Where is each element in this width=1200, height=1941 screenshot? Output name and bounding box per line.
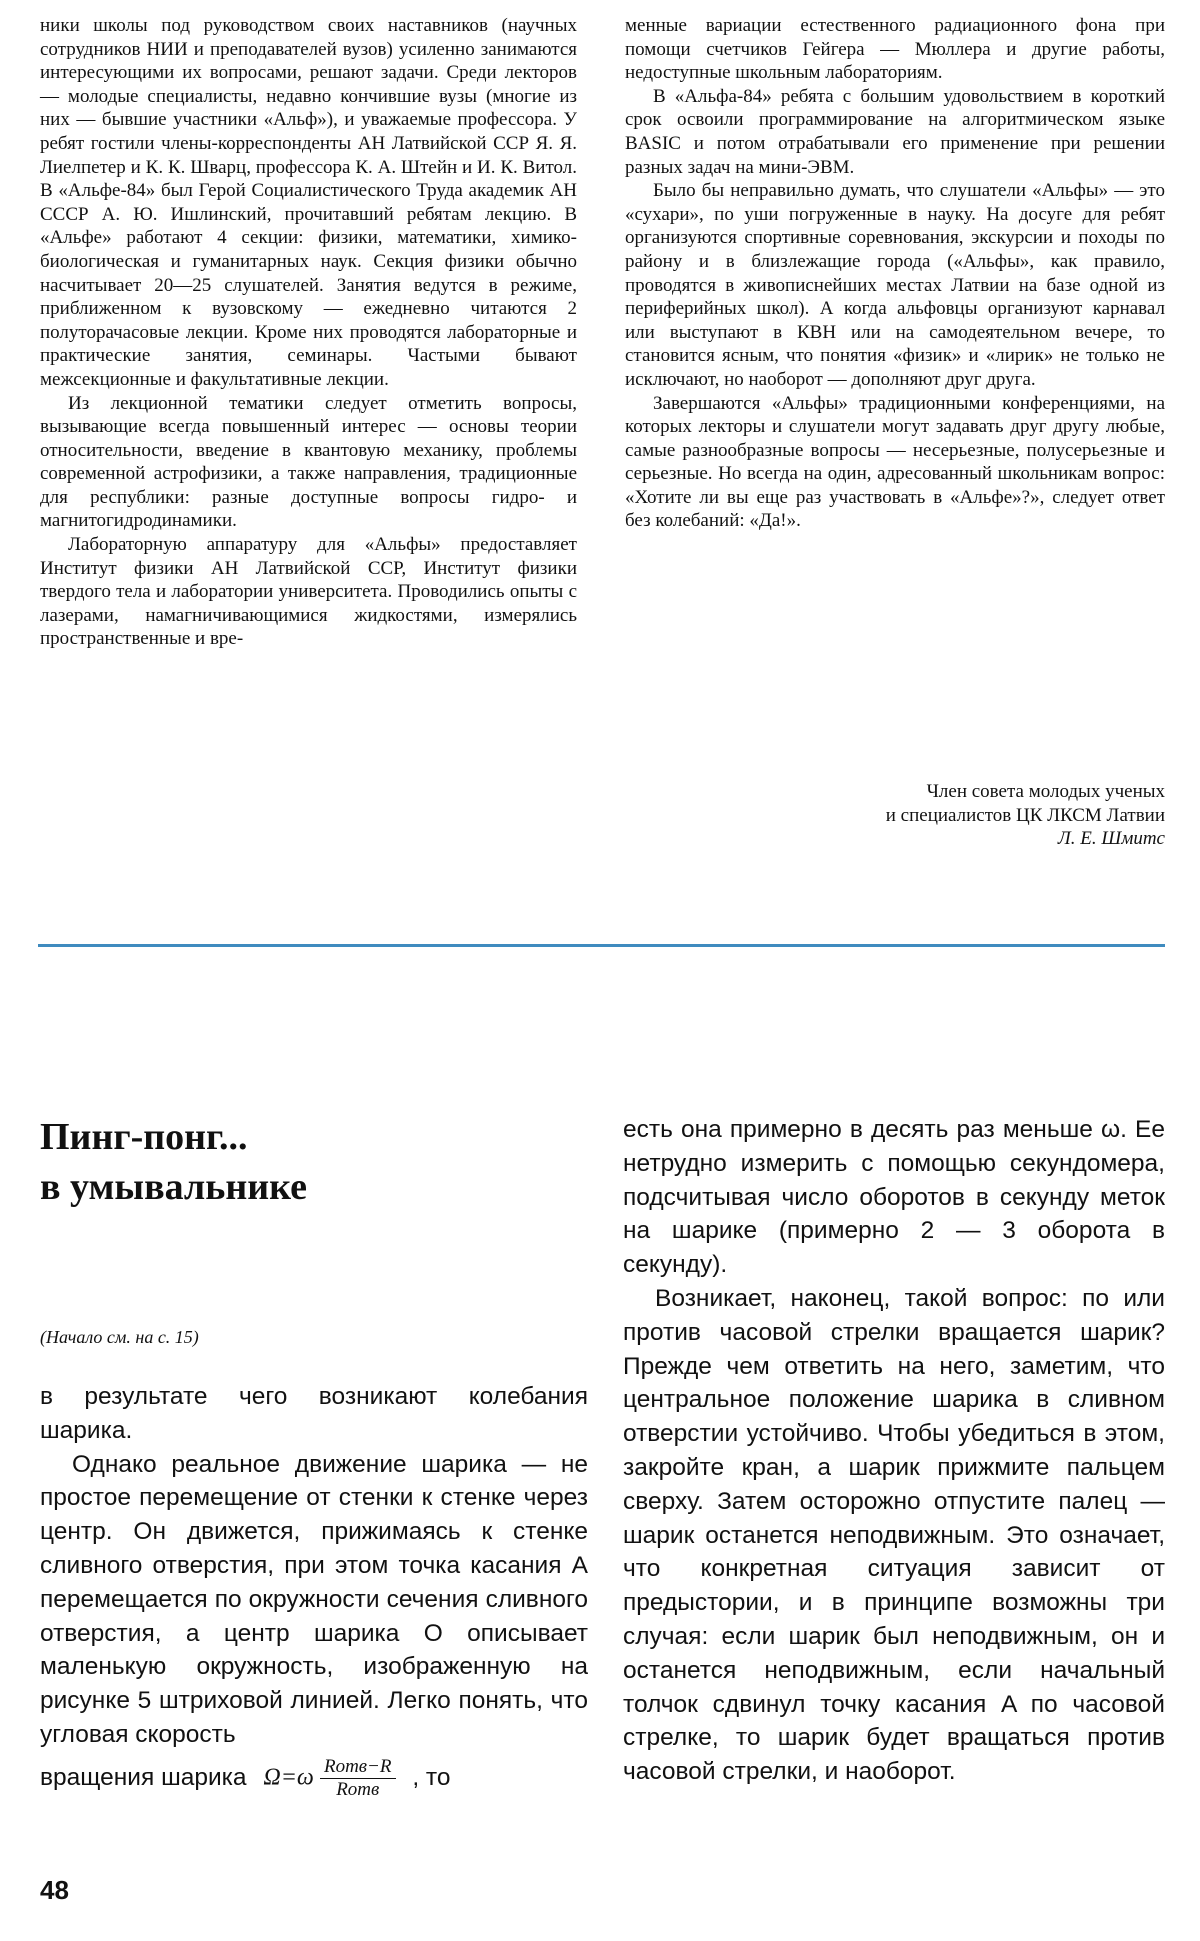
title-line-2: в умывальнике <box>40 1166 307 1208</box>
continued-note: (Начало см. на с. 15) <box>40 1327 199 1347</box>
article-title <box>40 1112 560 1212</box>
paragraph: Однако реальное движение шарика — не простое перемещение от стенки к стенке через центр. Он движется, прижимаясь к стенке сливного отверстия, при этом точка касания A перемещается по окружности сечения сливного отверстия, а центр шарика O описывает маленькую окружность, изображенную на рисунке 5 штриховой линией. Легко понять, что угловая скорость <box>40 1450 588 1748</box>
bottom-article-right-column <box>623 1113 1165 1789</box>
top-article-left-column <box>40 14 577 651</box>
signature-line-2: и специалистов ЦК ЛКСМ Латвии <box>885 804 1165 826</box>
angular-velocity-formula <box>263 1756 395 1801</box>
paragraph: менные вариации естественного радиационного фона при помощи счетчиков Гейгера — Мюллера и другие работы, недоступные школьным лабораториям. <box>625 15 1165 84</box>
page-number: 48 <box>40 1875 69 1905</box>
formula-fraction <box>320 1756 396 1801</box>
paragraph: в результате чего возникают колебания шарика. <box>40 1383 588 1444</box>
section-divider <box>38 944 1165 947</box>
top-article-right-column <box>625 14 1165 533</box>
signature-line-1: Член совета молодых ученых <box>926 781 1165 802</box>
author-signature <box>625 780 1165 851</box>
paragraph: Из лекционной тематики следует отметить вопросы, вызывающие всегда повышенный интерес — основы теории относительности, введение в квантовую механику, проблемы современной астрофизики, а также направления, традиционные для республики: разные доступные вопросы гидро- и магнитогидродинамики. <box>40 392 577 532</box>
formula-lead: вращения шарика <box>40 1763 247 1791</box>
formula-numerator: Rотв−R <box>320 1756 396 1779</box>
paragraph: Возникает, наконец, такой вопрос: по или против часовой стрелки вращается шарик? Прежде чем ответить на него, заметим, что центральное положение шарика в сливном отверстии устойчиво. Чтобы убедиться в этом, закройте кран, а шарик прижмите пальцем сверху. Затем осторожно отпустите палец — шарик останется неподвижным. Это означает, что конкретная ситуация зависит от предыстории, и в принципе возможны три случая: если шарик был неподвижным, он и останется неподвижным, если начальный толчок сдвинул точку касания A по часовой стрелке, то шарик будет вращаться против часовой стрелки, и наоборот. <box>623 1284 1165 1786</box>
formula-denominator: Rотв <box>336 1778 380 1800</box>
paragraph: В «Альфа-84» ребята с большим удовольствием в короткий срок освоили программирование на алгоритмическом языке BASIC и потом отрабатывали его применение при решении разных задач на мини-ЭВМ. <box>625 85 1165 178</box>
paragraph: Было бы неправильно думать, что слушатели «Альфы» — это «сухари», по уши погруженные в науку. На досуге для ребят организуются спортивные соревнования, экскурсии и походы по району и в близлежащие города («Альфы», как правило, проводятся в живописнейших местах Латвии на базе одной из периферийных школ). А когда альфовцы организуют карнавал или выступают в КВН или на самодеятельном вечере, то становится ясным, что понятия «физик» и «лирик» не только не исключают, но наоборот — дополняют друг друга. <box>625 180 1165 390</box>
formula-lhs: Ω=ω <box>263 1764 314 1791</box>
paragraph: Завершаются «Альфы» традиционными конференциями, на которых лекторы и слушатели могут задавать друг другу любые, самые разнообразные вопросы — несерьезные, полусерьезные и серьезные. Но всегда на один, адресованный школьникам вопрос: «Хотите ли вы еще раз участвовать в «Альфе»?», следует ответ без колебаний: «Да!». <box>625 392 1165 532</box>
paragraph: Лабораторную аппаратуру для «Альфы» предоставляет Институт физики АН Латвийской ССР, Институт физики твердого тела и лаборатории университета. Проводились опыты с лазерами, намагничивающимися жидкостями, измерялись пространственные и вре- <box>40 534 577 650</box>
paragraph: есть она примерно в десять раз меньше ω. Ее нетрудно измерить с помощью секундомера, подсчитывая число оборотов в секунду меток на шарике (примерно 2 — 3 оборота в секунду). <box>623 1116 1165 1279</box>
bottom-article-left-column <box>40 1380 588 1801</box>
signature-name: Л. Е. Шмитс <box>1057 828 1165 850</box>
title-line-1: Пинг-понг... <box>40 1116 248 1158</box>
formula-line <box>40 1756 588 1801</box>
formula-tail: , то <box>412 1763 451 1791</box>
paragraph: ники школы под руководством своих наставников (научных сотрудников НИИ и преподавателей вузов) усиленно занимаются интересующими их вопросами, решают задачи. Среди лекторов — молодые специалисты, недавно кончившие вузы (многие из них — бывшие участники «Альф»), и уважаемые профессора. У ребят гостили члены-корреспонденты АН Латвийской ССР Я. Я. Лиелпетер и К. К. Шварц, профессора К. А. Штейн и И. К. Витол. В «Альфе-84» был Герой Социалистического Труда академик АН СССР А. Ю. Ишлинский, прочитавший ребятам лекцию. В «Альфе» работают 4 секции: физики, математики, химико-биологическая и гуманитарных наук. Секция физики обычно насчитывает 20—25 слушателей. Занятия ведутся в режиме, приближенном к вузовскому — ежедневно читаются 2 полуторачасовые лекции. Кроме них проводятся лабораторные и практические занятия, семинары. Частыми бывают межсекционные и факультативные лекции. <box>40 15 577 390</box>
